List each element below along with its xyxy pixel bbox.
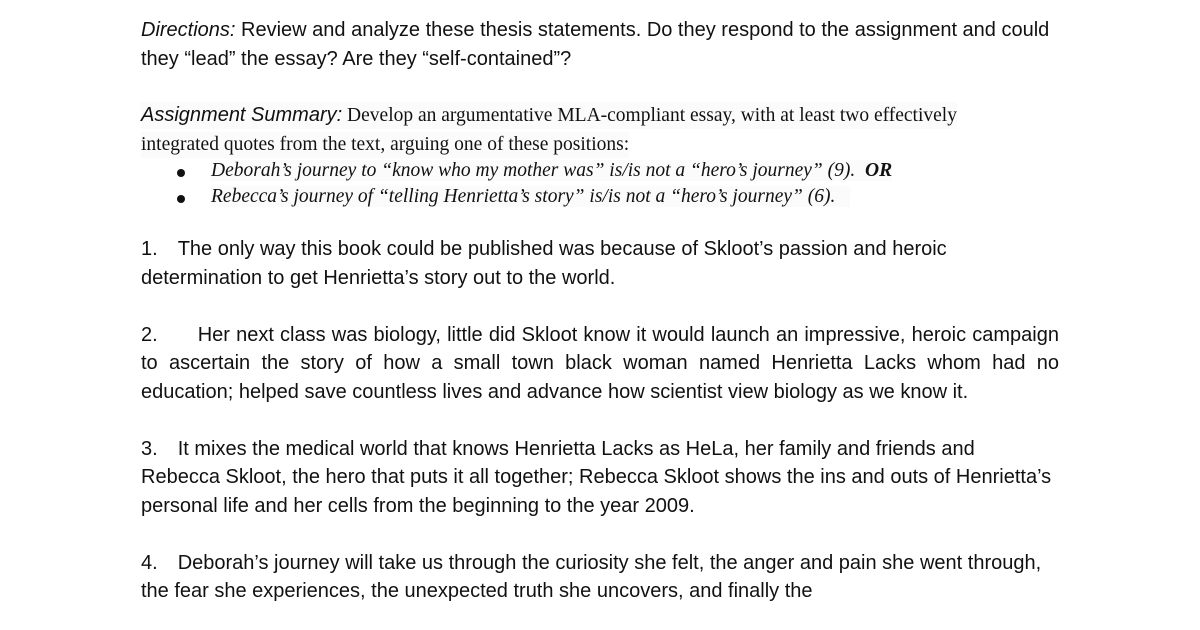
or-label: OR (865, 160, 893, 181)
thesis-text: It mixes the medical world that knows Henrietta Lacks as HeLa, her family and friends and Rebecca Skloot, the hero that puts it all together; Rebecca Skloot shows the ins and outs of Henrietta’s personal life and her cells from the beginning to the year 2009. (141, 437, 1052, 517)
thesis-4 (141, 549, 1059, 606)
position-item-rebecca (141, 184, 1059, 210)
assignment-line-1 (141, 102, 957, 129)
thesis-number: 1. (141, 238, 158, 260)
thesis-number: 2. (141, 323, 158, 346)
directions-paragraph (141, 16, 1059, 73)
assignment-label: Assignment Summary: (141, 104, 343, 126)
document-body (141, 16, 1059, 630)
bullet-icon (177, 195, 185, 203)
positions-list (141, 158, 1059, 210)
directions-label: Directions: (141, 19, 236, 41)
thesis-text: Her next class was biology, little did Skloot know it would launch an impressive, heroic campaign to ascertain the story of how a small town black woman named Henrietta Lacks whom had no education; helped save countless lives and advance how scientist view biology as we know it. (141, 323, 1059, 403)
assignment-text-line-1: Develop an argumentative MLA-compliant essay, with at least two effectively (342, 105, 957, 126)
assignment-summary (141, 101, 1059, 210)
bullet-icon (177, 169, 185, 177)
position-text: Deborah’s journey to “know who my mother was” is/is not a “hero’s journey” (9). (211, 160, 856, 181)
thesis-text: The only way this book could be published was because of Skloot’s passion and heroic determination to get Henrietta’s story out to the world. (141, 238, 947, 289)
directions-text: Review and analyze these thesis statements. Do they respond to the assignment and could they “lead” the essay? Are they “self-contained”? (141, 19, 1050, 70)
thesis-3 (141, 435, 1059, 521)
thesis-1 (141, 235, 1059, 292)
thesis-number: 3. (141, 437, 158, 460)
thesis-number: 4. (141, 551, 158, 574)
position-text: Rebecca’s journey of “telling Henrietta’s story” is/is not a “hero’s journey” (6). (211, 186, 836, 207)
thesis-text: Deborah’s journey will take us through the curiosity she felt, the anger and pain she went through, the fear she experiences, the unexpected truth she uncovers, and finally the (141, 551, 1042, 602)
thesis-2 (141, 321, 1059, 407)
assignment-text-line-2: integrated quotes from the text, arguing one of these positions: (141, 132, 629, 158)
position-item-deborah (141, 158, 1059, 184)
